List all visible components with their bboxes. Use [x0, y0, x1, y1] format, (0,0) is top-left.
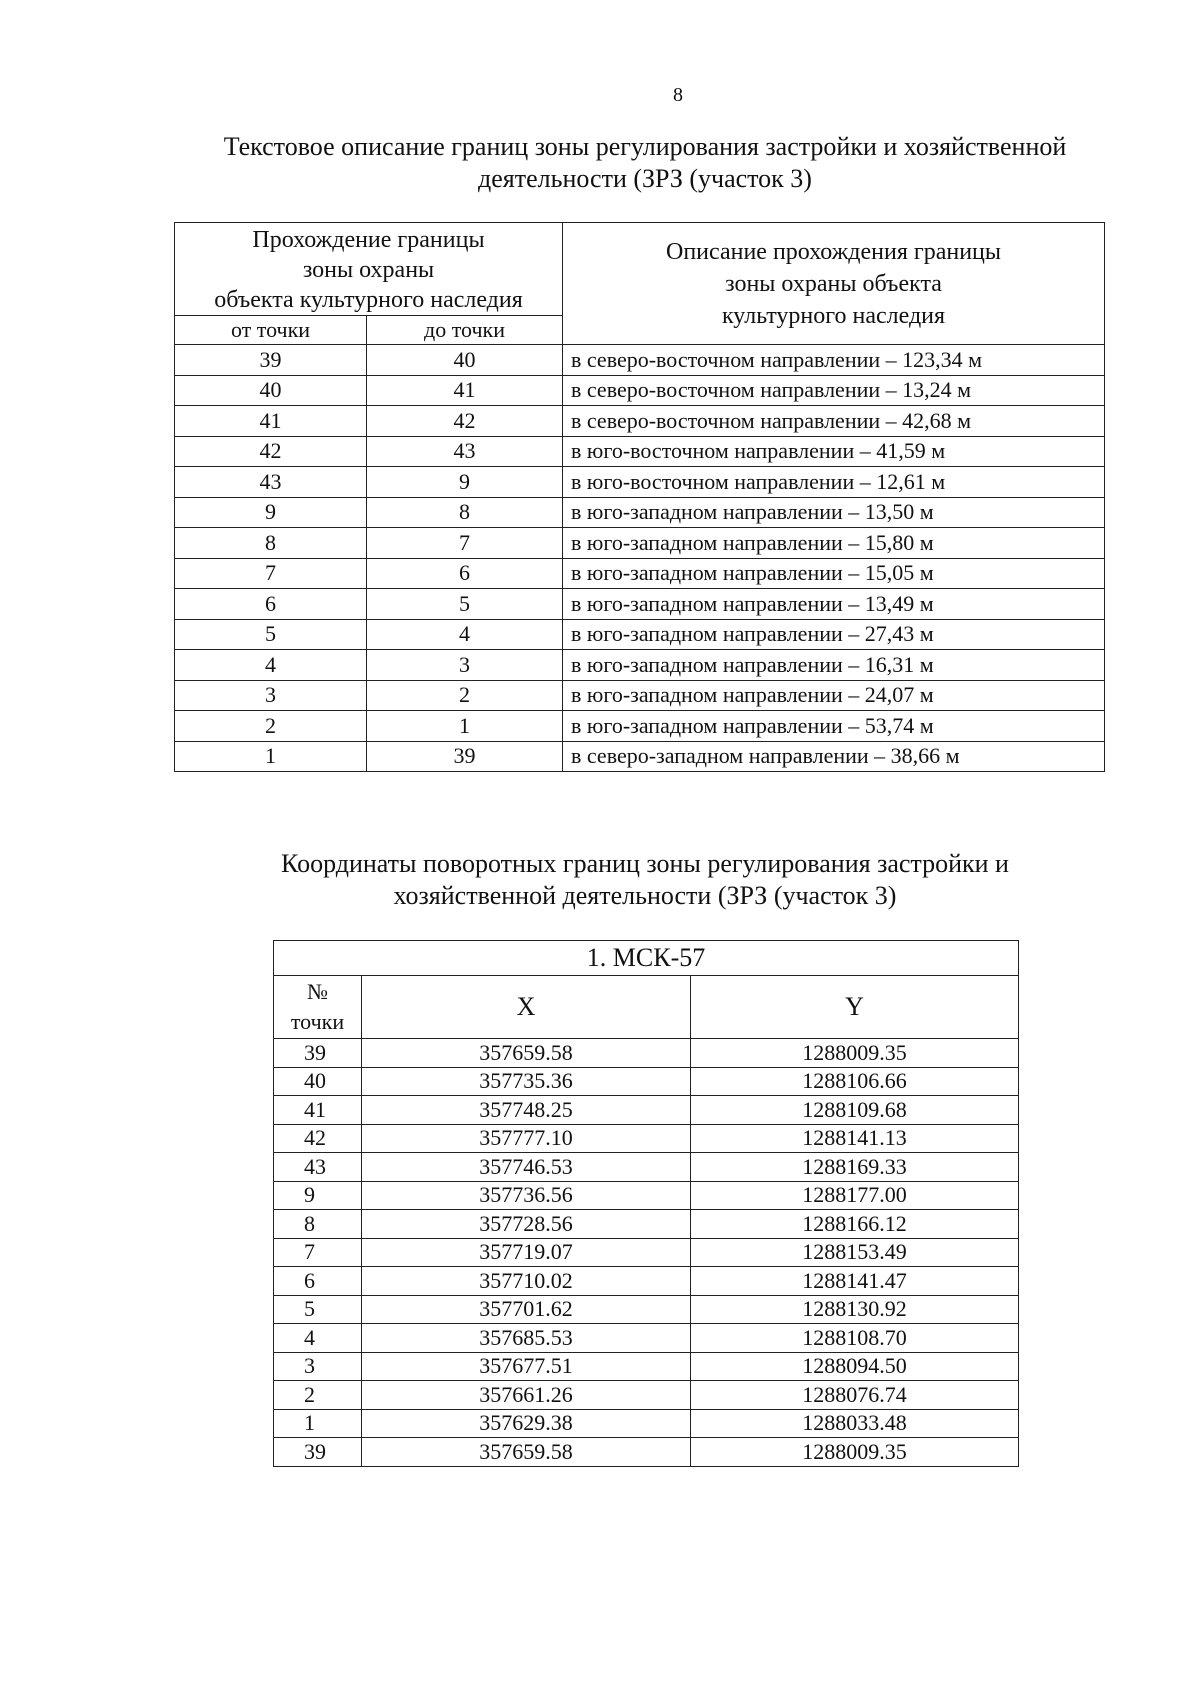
- y-coordinate-cell: 1288166.12: [691, 1210, 1019, 1239]
- point-number-cell: 5: [274, 1295, 362, 1324]
- point-number-cell: 40: [274, 1067, 362, 1096]
- y-coordinate-cell: 1288141.13: [691, 1124, 1019, 1153]
- table-row: [274, 1381, 1019, 1410]
- y-header: Y: [691, 976, 1019, 1039]
- to-point-cell: 5: [367, 589, 563, 620]
- description-cell: в северо-западном направлении – 38,66 м: [563, 741, 1105, 772]
- table-row: [274, 1352, 1019, 1381]
- table-row: [274, 1409, 1019, 1438]
- from-point-cell: 9: [175, 497, 367, 528]
- table-row: [175, 467, 1105, 498]
- passage-group-header-line: зоны охраны: [302, 257, 435, 283]
- coordinates-table: [273, 940, 1019, 1467]
- coordinate-system-header: 1. МСК-57: [274, 941, 1019, 976]
- point-number-cell: 6: [274, 1267, 362, 1296]
- table-row: [175, 589, 1105, 620]
- y-coordinate-cell: 1288076.74: [691, 1381, 1019, 1410]
- point-number-cell: 43: [274, 1153, 362, 1182]
- x-coordinate-cell: 357629.38: [362, 1409, 691, 1438]
- y-coordinate-cell: 1288009.35: [691, 1039, 1019, 1068]
- x-coordinate-cell: 357736.56: [362, 1181, 691, 1210]
- to-point-cell: 2: [367, 680, 563, 711]
- y-coordinate-cell: 1288033.48: [691, 1409, 1019, 1438]
- description-cell: в юго-западном направлении – 15,05 м: [563, 558, 1105, 589]
- description-cell: в юго-западном направлении – 16,31 м: [563, 650, 1105, 681]
- passage-group-header-line: объекта культурного наследия: [214, 287, 523, 313]
- description-cell: в северо-восточном направлении – 42,68 м: [563, 406, 1105, 437]
- y-coordinate-cell: 1288108.70: [691, 1324, 1019, 1353]
- boundary-rows: [175, 345, 1105, 772]
- from-point-header: от точки: [175, 316, 367, 345]
- table-row: [175, 528, 1105, 559]
- description-cell: в северо-восточном направлении – 123,34 м: [563, 345, 1105, 376]
- from-point-cell: 6: [175, 589, 367, 620]
- table-row: [175, 345, 1105, 376]
- from-point-cell: 3: [175, 680, 367, 711]
- point-number-header: [274, 976, 362, 1039]
- x-coordinate-cell: 357710.02: [362, 1267, 691, 1296]
- table-row: [274, 1124, 1019, 1153]
- passage-group-header-line: Прохождение границы: [252, 227, 485, 253]
- y-coordinate-cell: 1288141.47: [691, 1267, 1019, 1296]
- section1-title-line: Текстовое описание границ зоны регулирования застройки и хозяйственной: [223, 132, 1067, 161]
- to-point-cell: 3: [367, 650, 563, 681]
- x-coordinate-cell: 357746.53: [362, 1153, 691, 1182]
- description-cell: в юго-западном направлении – 27,43 м: [563, 619, 1105, 650]
- table-row: [175, 497, 1105, 528]
- point-number-cell: 41: [274, 1096, 362, 1125]
- description-cell: в юго-западном направлении – 15,80 м: [563, 528, 1105, 559]
- table-row: [175, 680, 1105, 711]
- table-row: [175, 406, 1105, 437]
- section2-title: [0, 848, 1200, 912]
- table-row: [274, 1039, 1019, 1068]
- table-row: [274, 1295, 1019, 1324]
- from-point-cell: 41: [175, 406, 367, 437]
- point-number-cell: 3: [274, 1352, 362, 1381]
- point-number-cell: 7: [274, 1238, 362, 1267]
- from-point-cell: 7: [175, 558, 367, 589]
- point-number-cell: 9: [274, 1181, 362, 1210]
- table-row: [175, 436, 1105, 467]
- description-cell: в юго-западном направлении – 53,74 м: [563, 711, 1105, 742]
- x-coordinate-cell: 357701.62: [362, 1295, 691, 1324]
- table-row: [274, 1438, 1019, 1467]
- boundary-description-table: [174, 222, 1105, 772]
- coordinate-rows: [274, 1039, 1019, 1467]
- to-point-cell: 6: [367, 558, 563, 589]
- description-header: [563, 223, 1105, 345]
- to-point-header: до точки: [367, 316, 563, 345]
- to-point-cell: 4: [367, 619, 563, 650]
- section2-title-line: хозяйственной деятельности (ЗРЗ (участок 3): [393, 881, 897, 910]
- y-coordinate-cell: 1288106.66: [691, 1067, 1019, 1096]
- table-row: [274, 1067, 1019, 1096]
- table-row: [175, 558, 1105, 589]
- section2-title-line: Координаты поворотных границ зоны регулирования застройки и: [281, 849, 1009, 878]
- from-point-cell: 42: [175, 436, 367, 467]
- y-coordinate-cell: 1288009.35: [691, 1438, 1019, 1467]
- table-row: [274, 1181, 1019, 1210]
- point-number-header-line: №: [307, 979, 328, 1004]
- y-coordinate-cell: 1288109.68: [691, 1096, 1019, 1125]
- x-coordinate-cell: 357777.10: [362, 1124, 691, 1153]
- table-row: [175, 711, 1105, 742]
- from-point-cell: 5: [175, 619, 367, 650]
- to-point-cell: 8: [367, 497, 563, 528]
- x-coordinate-cell: 357677.51: [362, 1352, 691, 1381]
- to-point-cell: 43: [367, 436, 563, 467]
- from-point-cell: 43: [175, 467, 367, 498]
- from-point-cell: 40: [175, 375, 367, 406]
- description-header-line: зоны охраны объекта: [725, 270, 942, 297]
- x-header: X: [362, 976, 691, 1039]
- to-point-cell: 39: [367, 741, 563, 772]
- to-point-cell: 7: [367, 528, 563, 559]
- table-row: [175, 741, 1105, 772]
- section1-title-line: деятельности (ЗРЗ (участок 3): [478, 164, 812, 193]
- description-cell: в юго-западном направлении – 24,07 м: [563, 680, 1105, 711]
- y-coordinate-cell: 1288094.50: [691, 1352, 1019, 1381]
- table-row: [175, 650, 1105, 681]
- to-point-cell: 9: [367, 467, 563, 498]
- page-number: 8: [673, 84, 683, 106]
- description-cell: в юго-восточном направлении – 12,61 м: [563, 467, 1105, 498]
- from-point-cell: 39: [175, 345, 367, 376]
- point-number-header-line: точки: [290, 1009, 345, 1034]
- description-cell: в юго-западном направлении – 13,49 м: [563, 589, 1105, 620]
- table-row: [274, 1238, 1019, 1267]
- from-point-cell: 8: [175, 528, 367, 559]
- to-point-cell: 1: [367, 711, 563, 742]
- x-coordinate-cell: 357748.25: [362, 1096, 691, 1125]
- point-number-cell: 39: [274, 1039, 362, 1068]
- table-row: [175, 619, 1105, 650]
- y-coordinate-cell: 1288153.49: [691, 1238, 1019, 1267]
- y-coordinate-cell: 1288177.00: [691, 1181, 1019, 1210]
- table-row: [274, 1324, 1019, 1353]
- point-number-cell: 1: [274, 1409, 362, 1438]
- point-number-cell: 39: [274, 1438, 362, 1467]
- x-coordinate-cell: 357728.56: [362, 1210, 691, 1239]
- section1-title: [0, 131, 1200, 195]
- x-coordinate-cell: 357659.58: [362, 1039, 691, 1068]
- to-point-cell: 40: [367, 345, 563, 376]
- from-point-cell: 1: [175, 741, 367, 772]
- y-coordinate-cell: 1288169.33: [691, 1153, 1019, 1182]
- description-header-line: культурного наследия: [721, 302, 946, 329]
- description-cell: в юго-восточном направлении – 41,59 м: [563, 436, 1105, 467]
- table-row: [274, 1210, 1019, 1239]
- to-point-cell: 41: [367, 375, 563, 406]
- table-row: [274, 1153, 1019, 1182]
- passage-group-header: [175, 223, 563, 316]
- x-coordinate-cell: 357685.53: [362, 1324, 691, 1353]
- table-row: [274, 1267, 1019, 1296]
- from-point-cell: 4: [175, 650, 367, 681]
- description-header-line: Описание прохождения границы: [666, 238, 1002, 265]
- x-coordinate-cell: 357659.58: [362, 1438, 691, 1467]
- x-coordinate-cell: 357735.36: [362, 1067, 691, 1096]
- point-number-cell: 4: [274, 1324, 362, 1353]
- description-cell: в юго-западном направлении – 13,50 м: [563, 497, 1105, 528]
- point-number-cell: 42: [274, 1124, 362, 1153]
- x-coordinate-cell: 357719.07: [362, 1238, 691, 1267]
- description-cell: в северо-восточном направлении – 13,24 м: [563, 375, 1105, 406]
- x-coordinate-cell: 357661.26: [362, 1381, 691, 1410]
- to-point-cell: 42: [367, 406, 563, 437]
- from-point-cell: 2: [175, 711, 367, 742]
- table-row: [175, 375, 1105, 406]
- table-row: [274, 1096, 1019, 1125]
- point-number-cell: 8: [274, 1210, 362, 1239]
- y-coordinate-cell: 1288130.92: [691, 1295, 1019, 1324]
- point-number-cell: 2: [274, 1381, 362, 1410]
